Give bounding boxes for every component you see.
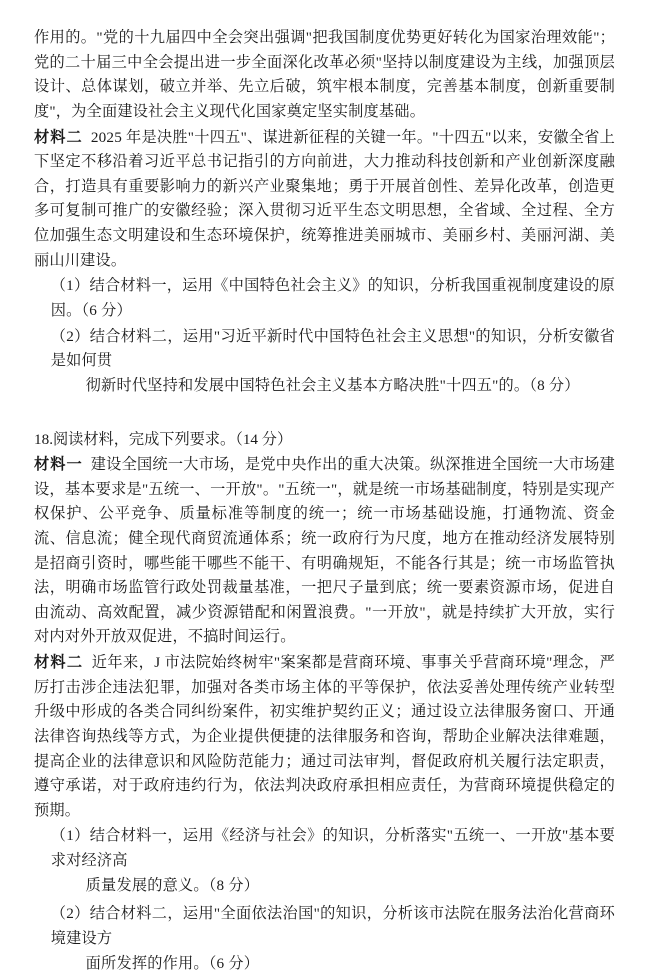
- question-18-1-line1: （1）结合材料一，运用《经济与社会》的知识，分析落实"五统一、一开放"基本要求对经济高: [34, 824, 615, 873]
- material-block: [34, 651, 615, 823]
- question-18-2-line2: 面所发挥的作用。（6 分）: [34, 952, 615, 976]
- question-17-2-line1: （2）结合材料二，运用"习近平新时代中国特色社会主义思想"的知识，分析安徽省是如何贯: [34, 325, 615, 374]
- material-block: [34, 126, 615, 274]
- material-block: [34, 453, 615, 650]
- material-label: 材料一: [34, 456, 83, 473]
- question-17-2-line2: 彻新时代坚持和发展中国特色社会主义基本方略决胜"十四五"的。（8 分）: [34, 374, 615, 399]
- item-18-heading: 18.阅读材料，完成下列要求。（14 分）: [34, 428, 615, 453]
- section-divider-space: [34, 398, 615, 428]
- material-text: 2025 年是决胜"十四五"、谋进新征程的关键一年。"十四五"以来，安徽全省上下坚定不移沿着习近平总书记指引的方向前进，大力推动科技创新和产业创新深度融合，打造具有重要影响力的新兴产业聚集地；勇于开展首创性、差异化改革，创造更多可复制可推广的安徽经验；深入贯彻习近平生态文明思想，全省域、全过程、全方位加强生态文明建设和生态环境保护，统筹推进美丽城市、美丽乡村、美丽河湖、美丽山川建设。: [34, 129, 615, 269]
- question-18-2-line1: （2）结合材料二，运用"全面依法治国"的知识，分析该市法院在服务法治化营商环境建设方: [34, 902, 615, 951]
- material-label: 材料二: [34, 654, 83, 671]
- material-label: 材料二: [34, 129, 83, 146]
- material-text: 建设全国统一大市场，是党中央作出的重大决策。纵深推进全国统一大市场建设，基本要求是"五统一、一开放"。"五统一"，就是统一市场基础制度，特别是实现产权保护、公平竞争、质量标准等制度的统一；统一市场基础设施，打通物流、资金流、信息流；健全现代商贸流通体系；统一政府行为尺度，地方在推动经济发展特别是招商引资时，哪些能干哪些不能干、有明确规矩，不能各行其是；统一市场监管执法，明确市场监管行政处罚裁量基准，一把尺子量到底；统一要素资源市场，促进自由流动、高效配置，减少资源错配和闲置浪费。"一开放"，就是持续扩大开放，实行对内对外开放双促进，不搞时间运行。: [34, 456, 615, 645]
- continued-paragraph: 作用的。"党的十九届四中全会突出强调"把我国制度优势更好转化为国家治理效能"；党的二十届三中全会提出进一步全面深化改革必须"坚持以制度建设为主线，加强顶层设计、总体谋划，破立并举、先立后破，筑牢根本制度，完善基本制度，创新重要制度"，为全面建设社会主义现代化国家奠定坚实制度基础。: [34, 26, 615, 125]
- question-17-1: （1）结合材料一，运用《中国特色社会主义》的知识，分析我国重视制度建设的原因。（6 分）: [34, 274, 615, 323]
- material-text: 近年来，J 市法院始终树牢"案案都是营商环境、事事关乎营商环境"理念，严厉打击涉企违法犯罪，加强对各类市场主体的平等保护，依法妥善处理传统产业转型升级中形成的各类合同纠纷案件，初实维护契约正义；通过设立法律服务窗口、开通法律咨询热线等方式，为企业提供便捷的法律服务和咨询，帮助企业解决法律难题，提高企业的法律意识和风险防范能力；通过司法审判，督促政府机关履行法定职责，遵守承诺，对于政府违约行为，依法判决政府承担相应责任，为营商环境提供稳定的预期。: [34, 654, 615, 819]
- question-18-1-line2: 质量发展的意义。（8 分）: [34, 874, 615, 899]
